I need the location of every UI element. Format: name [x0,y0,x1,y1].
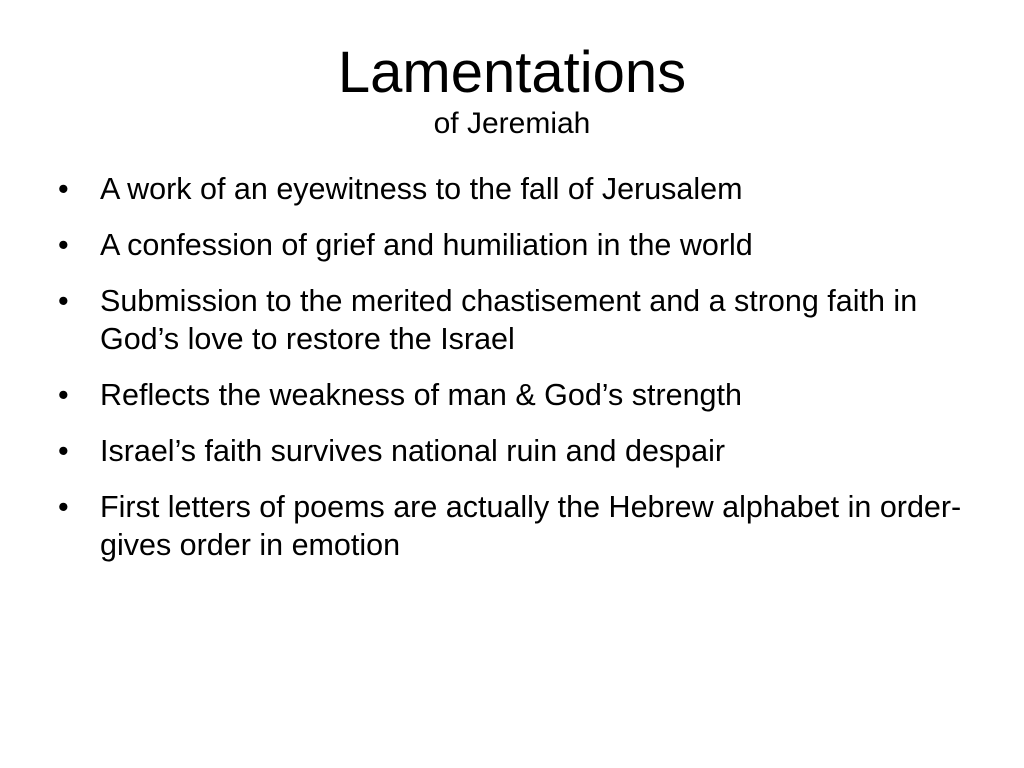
bullet-item [58,488,978,564]
bullet-icon: • [58,172,69,206]
bullet-icon: • [58,434,69,468]
bullet-text: A work of an eyewitness to the fall of Jerusalem [100,172,743,206]
bullet-text: First letters of poems are actually the Hebrew alphabet in order-gives order in emotion [100,490,962,562]
slide-subtitle: of Jeremiah [433,107,591,140]
bullet-item [58,432,978,470]
bullet-icon: • [58,490,69,524]
bullet-list [58,170,978,582]
title-block [0,40,1024,142]
bullet-text: Reflects the weakness of man & God’s strength [100,378,742,412]
bullet-item [58,376,978,414]
bullet-icon: • [58,228,69,262]
slide-title: Lamentations [337,40,687,105]
bullet-item [58,226,978,264]
bullet-text: Submission to the merited chastisement and a strong faith in God’s love to restore the Israel [100,284,918,356]
bullet-text: Israel’s faith survives national ruin and despair [100,434,726,468]
bullet-icon: • [58,378,69,412]
bullet-text: A confession of grief and humiliation in the world [100,228,753,262]
bullet-icon: • [58,284,69,318]
bullet-item [58,282,978,358]
bullet-item [58,170,978,208]
